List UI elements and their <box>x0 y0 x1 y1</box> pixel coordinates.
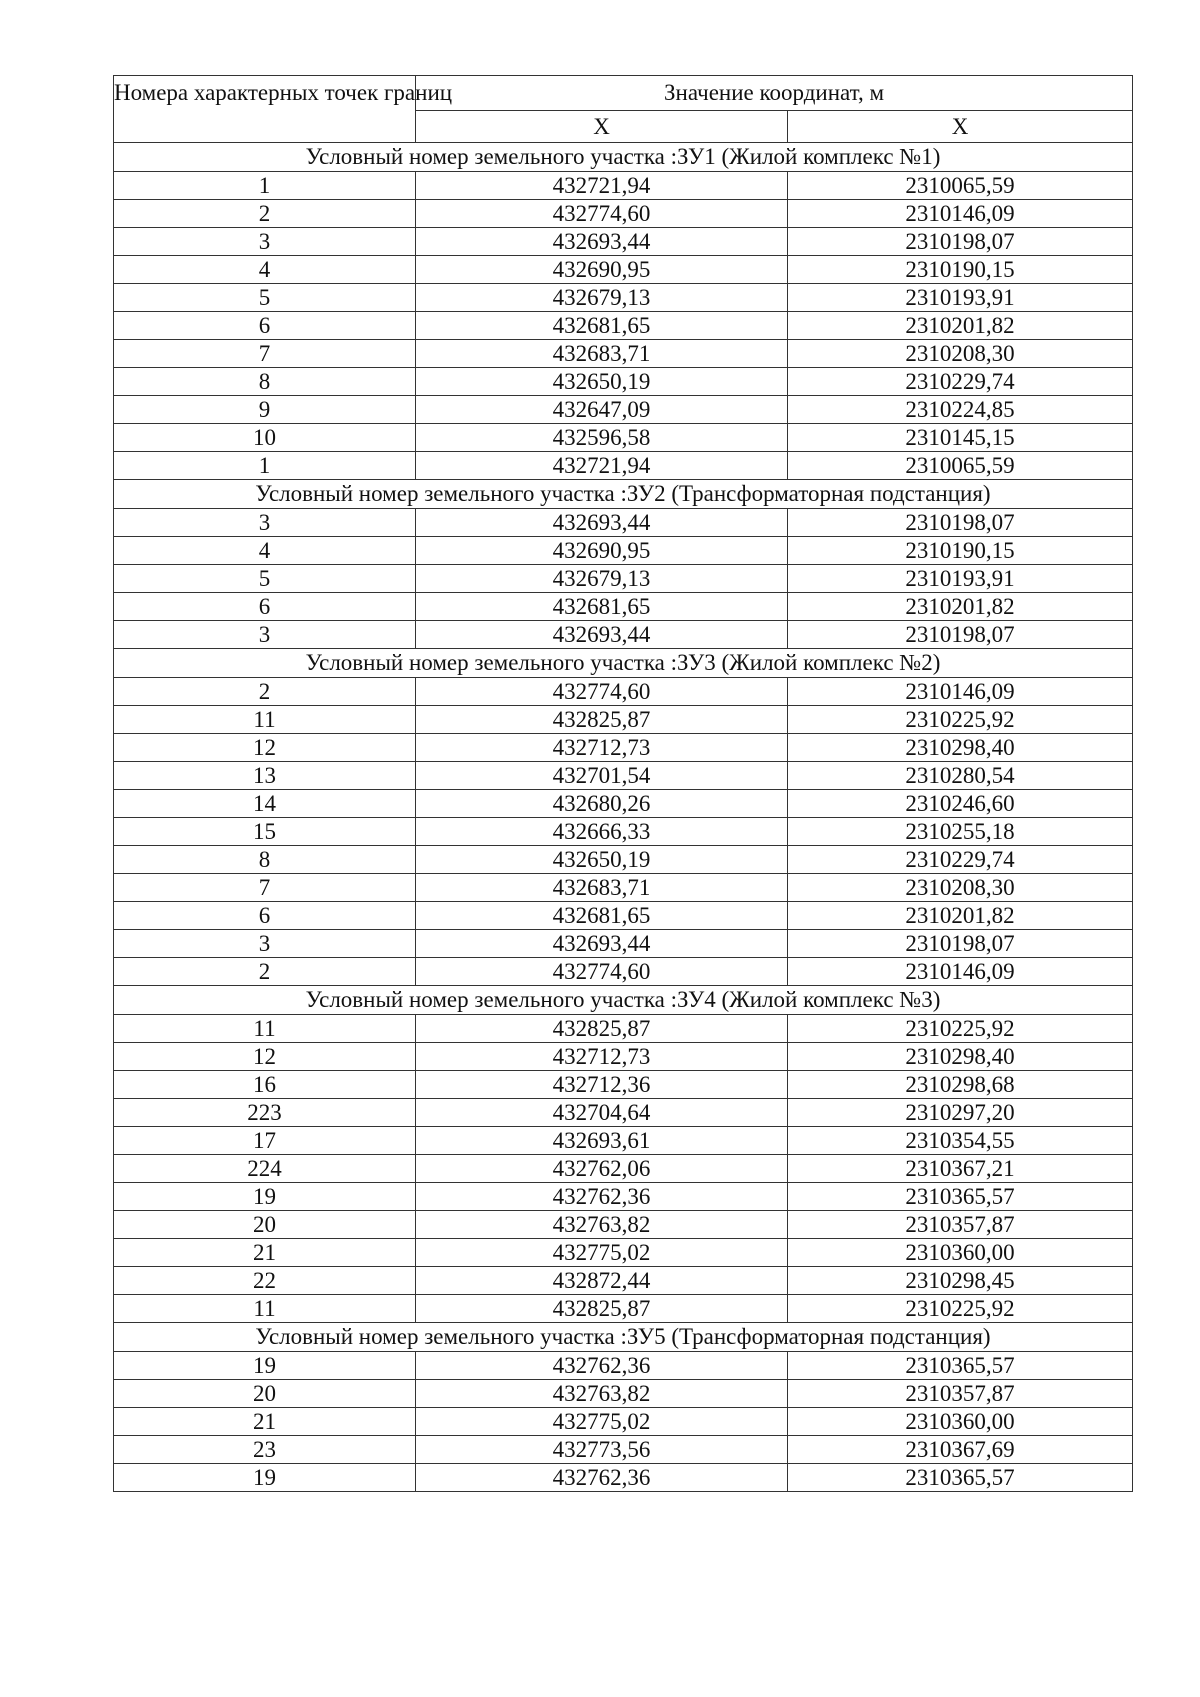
point-number-cell: 19 <box>114 1183 416 1211</box>
x-coordinate-cell: 432693,61 <box>416 1127 788 1155</box>
x-coordinate-cell: 432666,33 <box>416 818 788 846</box>
y-coordinate-cell: 2310298,40 <box>788 734 1133 762</box>
x-coordinate-cell: 432825,87 <box>416 706 788 734</box>
x-coordinate-cell: 432680,26 <box>416 790 788 818</box>
y-coordinate-cell: 2310246,60 <box>788 790 1133 818</box>
point-number-cell: 4 <box>114 256 416 284</box>
section-row <box>114 1323 1133 1352</box>
y-coordinate-cell: 2310146,09 <box>788 678 1133 706</box>
point-number-cell: 3 <box>114 228 416 256</box>
table-row <box>114 1099 1133 1127</box>
y-coordinate-cell: 2310357,87 <box>788 1211 1133 1239</box>
y-coordinate-cell: 2310193,91 <box>788 284 1133 312</box>
point-number-cell: 5 <box>114 565 416 593</box>
x-coordinate-cell: 432693,44 <box>416 621 788 649</box>
point-number-cell: 3 <box>114 930 416 958</box>
section-row <box>114 143 1133 172</box>
x-coordinate-cell: 432693,44 <box>416 930 788 958</box>
point-number-cell: 11 <box>114 1015 416 1043</box>
y-coordinate-cell: 2310367,21 <box>788 1155 1133 1183</box>
y-coordinate-cell: 2310198,07 <box>788 930 1133 958</box>
point-number-cell: 1 <box>114 172 416 200</box>
table-row <box>114 1295 1133 1323</box>
y-coordinate-cell: 2310198,07 <box>788 509 1133 537</box>
point-number-cell: 6 <box>114 902 416 930</box>
y-coordinate-cell: 2310224,85 <box>788 396 1133 424</box>
point-number-cell: 1 <box>114 452 416 480</box>
point-number-cell: 224 <box>114 1155 416 1183</box>
table-row <box>114 312 1133 340</box>
x-coordinate-cell: 432762,06 <box>416 1155 788 1183</box>
point-number-cell: 23 <box>114 1436 416 1464</box>
y-coordinate-cell: 2310208,30 <box>788 340 1133 368</box>
y-coordinate-cell: 2310298,45 <box>788 1267 1133 1295</box>
y-coordinate-cell: 2310280,54 <box>788 762 1133 790</box>
coordinates-column-header: Значение координат, м <box>416 76 1133 111</box>
point-number-cell: 8 <box>114 846 416 874</box>
table-row <box>114 1015 1133 1043</box>
x-coordinate-cell: 432693,44 <box>416 509 788 537</box>
table-row <box>114 762 1133 790</box>
y-coordinate-cell: 2310065,59 <box>788 452 1133 480</box>
y-coordinate-cell: 2310298,68 <box>788 1071 1133 1099</box>
point-number-cell: 20 <box>114 1211 416 1239</box>
point-number-cell: 2 <box>114 958 416 986</box>
point-number-cell: 2 <box>114 200 416 228</box>
y-coordinate-cell: 2310365,57 <box>788 1352 1133 1380</box>
table-row <box>114 593 1133 621</box>
table-row <box>114 1267 1133 1295</box>
table-row <box>114 537 1133 565</box>
x-coordinate-cell: 432721,94 <box>416 172 788 200</box>
point-number-cell: 10 <box>114 424 416 452</box>
table-row <box>114 1043 1133 1071</box>
point-number-cell: 7 <box>114 874 416 902</box>
y-coordinate-cell: 2310298,40 <box>788 1043 1133 1071</box>
x-axis-header: X <box>416 111 788 143</box>
point-number-cell: 4 <box>114 537 416 565</box>
x-coordinate-cell: 432775,02 <box>416 1408 788 1436</box>
point-number-cell: 17 <box>114 1127 416 1155</box>
table-row <box>114 340 1133 368</box>
point-number-cell: 13 <box>114 762 416 790</box>
table-row <box>114 1211 1133 1239</box>
table-row <box>114 172 1133 200</box>
x-coordinate-cell: 432775,02 <box>416 1239 788 1267</box>
x-coordinate-cell: 432825,87 <box>416 1015 788 1043</box>
x-coordinate-cell: 432681,65 <box>416 312 788 340</box>
table-row <box>114 1380 1133 1408</box>
x-coordinate-cell: 432762,36 <box>416 1183 788 1211</box>
point-number-cell: 12 <box>114 734 416 762</box>
coordinates-table <box>113 75 1133 1492</box>
y-coordinate-cell: 2310229,74 <box>788 368 1133 396</box>
x-coordinate-cell: 432596,58 <box>416 424 788 452</box>
x-coordinate-cell: 432701,54 <box>416 762 788 790</box>
point-number-cell: 14 <box>114 790 416 818</box>
table-row <box>114 1408 1133 1436</box>
table-row <box>114 452 1133 480</box>
table-row <box>114 1352 1133 1380</box>
y-coordinate-cell: 2310357,87 <box>788 1380 1133 1408</box>
point-number-cell: 7 <box>114 340 416 368</box>
table-row <box>114 678 1133 706</box>
point-number-cell: 6 <box>114 593 416 621</box>
section-row <box>114 480 1133 509</box>
table-row <box>114 902 1133 930</box>
section-title: Условный номер земельного участка :ЗУ5 (Трансформаторная подстанция) <box>114 1323 1133 1352</box>
x-coordinate-cell: 432825,87 <box>416 1295 788 1323</box>
y-coordinate-cell: 2310365,57 <box>788 1183 1133 1211</box>
y-coordinate-cell: 2310255,18 <box>788 818 1133 846</box>
x-coordinate-cell: 432679,13 <box>416 284 788 312</box>
table-row <box>114 1183 1133 1211</box>
y-coordinate-cell: 2310146,09 <box>788 200 1133 228</box>
table-body <box>114 143 1133 1492</box>
x-coordinate-cell: 432693,44 <box>416 228 788 256</box>
point-number-cell: 20 <box>114 1380 416 1408</box>
y-coordinate-cell: 2310354,55 <box>788 1127 1133 1155</box>
table-row <box>114 396 1133 424</box>
point-number-cell: 3 <box>114 621 416 649</box>
x-coordinate-cell: 432763,82 <box>416 1211 788 1239</box>
section-title: Условный номер земельного участка :ЗУ1 (Жилой комплекс №1) <box>114 143 1133 172</box>
x-coordinate-cell: 432683,71 <box>416 874 788 902</box>
x-coordinate-cell: 432762,36 <box>416 1464 788 1492</box>
x-coordinate-cell: 432704,64 <box>416 1099 788 1127</box>
y-coordinate-cell: 2310065,59 <box>788 172 1133 200</box>
x-coordinate-cell: 432872,44 <box>416 1267 788 1295</box>
x-coordinate-cell: 432763,82 <box>416 1380 788 1408</box>
table-row <box>114 256 1133 284</box>
y-coordinate-cell: 2310146,09 <box>788 958 1133 986</box>
table-row <box>114 734 1133 762</box>
x-coordinate-cell: 432774,60 <box>416 678 788 706</box>
y-coordinate-cell: 2310225,92 <box>788 1295 1133 1323</box>
point-number-cell: 15 <box>114 818 416 846</box>
table-row <box>114 424 1133 452</box>
table-row <box>114 284 1133 312</box>
point-number-cell: 19 <box>114 1352 416 1380</box>
table-row <box>114 1155 1133 1183</box>
x-coordinate-cell: 432650,19 <box>416 846 788 874</box>
point-number-cell: 22 <box>114 1267 416 1295</box>
y-coordinate-cell: 2310201,82 <box>788 902 1133 930</box>
y-coordinate-cell: 2310360,00 <box>788 1408 1133 1436</box>
table-row <box>114 1464 1133 1492</box>
table-row <box>114 818 1133 846</box>
table-row <box>114 706 1133 734</box>
table-row <box>114 565 1133 593</box>
y-coordinate-cell: 2310360,00 <box>788 1239 1133 1267</box>
points-column-header: Номера характерных точек границ <box>114 76 416 143</box>
x-coordinate-cell: 432683,71 <box>416 340 788 368</box>
y-coordinate-cell: 2310208,30 <box>788 874 1133 902</box>
y-coordinate-cell: 2310190,15 <box>788 256 1133 284</box>
table-row <box>114 874 1133 902</box>
x-coordinate-cell: 432690,95 <box>416 256 788 284</box>
point-number-cell: 11 <box>114 706 416 734</box>
section-title: Условный номер земельного участка :ЗУ2 (Трансформаторная подстанция) <box>114 480 1133 509</box>
x-coordinate-cell: 432712,73 <box>416 1043 788 1071</box>
point-number-cell: 6 <box>114 312 416 340</box>
table-row <box>114 368 1133 396</box>
point-number-cell: 19 <box>114 1464 416 1492</box>
y-coordinate-cell: 2310201,82 <box>788 593 1133 621</box>
table-row <box>114 1239 1133 1267</box>
point-number-cell: 223 <box>114 1099 416 1127</box>
y-coordinate-cell: 2310367,69 <box>788 1436 1133 1464</box>
table-row <box>114 621 1133 649</box>
y-coordinate-cell: 2310145,15 <box>788 424 1133 452</box>
y-coordinate-cell: 2310201,82 <box>788 312 1133 340</box>
table-row <box>114 1436 1133 1464</box>
point-number-cell: 16 <box>114 1071 416 1099</box>
section-row <box>114 986 1133 1015</box>
y-coordinate-cell: 2310297,20 <box>788 1099 1133 1127</box>
x-coordinate-cell: 432762,36 <box>416 1352 788 1380</box>
x-coordinate-cell: 432712,73 <box>416 734 788 762</box>
table-row <box>114 958 1133 986</box>
point-number-cell: 12 <box>114 1043 416 1071</box>
point-number-cell: 21 <box>114 1239 416 1267</box>
x-coordinate-cell: 432712,36 <box>416 1071 788 1099</box>
x-coordinate-cell: 432647,09 <box>416 396 788 424</box>
section-title: Условный номер земельного участка :ЗУ3 (Жилой комплекс №2) <box>114 649 1133 678</box>
section-title: Условный номер земельного участка :ЗУ4 (Жилой комплекс №3) <box>114 986 1133 1015</box>
x-coordinate-cell: 432681,65 <box>416 593 788 621</box>
table-row <box>114 790 1133 818</box>
point-number-cell: 21 <box>114 1408 416 1436</box>
x-coordinate-cell: 432679,13 <box>416 565 788 593</box>
y-coordinate-cell: 2310193,91 <box>788 565 1133 593</box>
table-header <box>114 76 1133 143</box>
table-row <box>114 930 1133 958</box>
point-number-cell: 8 <box>114 368 416 396</box>
x-coordinate-cell: 432650,19 <box>416 368 788 396</box>
x-coordinate-cell: 432721,94 <box>416 452 788 480</box>
section-row <box>114 649 1133 678</box>
y-coordinate-cell: 2310225,92 <box>788 1015 1133 1043</box>
table-row <box>114 1071 1133 1099</box>
table-row <box>114 846 1133 874</box>
point-number-cell: 9 <box>114 396 416 424</box>
y-coordinate-cell: 2310190,15 <box>788 537 1133 565</box>
table-row <box>114 200 1133 228</box>
y-axis-header: X <box>788 111 1133 143</box>
y-coordinate-cell: 2310225,92 <box>788 706 1133 734</box>
x-coordinate-cell: 432774,60 <box>416 200 788 228</box>
y-coordinate-cell: 2310198,07 <box>788 621 1133 649</box>
table-row <box>114 1127 1133 1155</box>
point-number-cell: 5 <box>114 284 416 312</box>
table-row <box>114 509 1133 537</box>
y-coordinate-cell: 2310198,07 <box>788 228 1133 256</box>
x-coordinate-cell: 432774,60 <box>416 958 788 986</box>
y-coordinate-cell: 2310365,57 <box>788 1464 1133 1492</box>
point-number-cell: 2 <box>114 678 416 706</box>
point-number-cell: 11 <box>114 1295 416 1323</box>
y-coordinate-cell: 2310229,74 <box>788 846 1133 874</box>
table-row <box>114 228 1133 256</box>
x-coordinate-cell: 432690,95 <box>416 537 788 565</box>
x-coordinate-cell: 432773,56 <box>416 1436 788 1464</box>
point-number-cell: 3 <box>114 509 416 537</box>
x-coordinate-cell: 432681,65 <box>416 902 788 930</box>
